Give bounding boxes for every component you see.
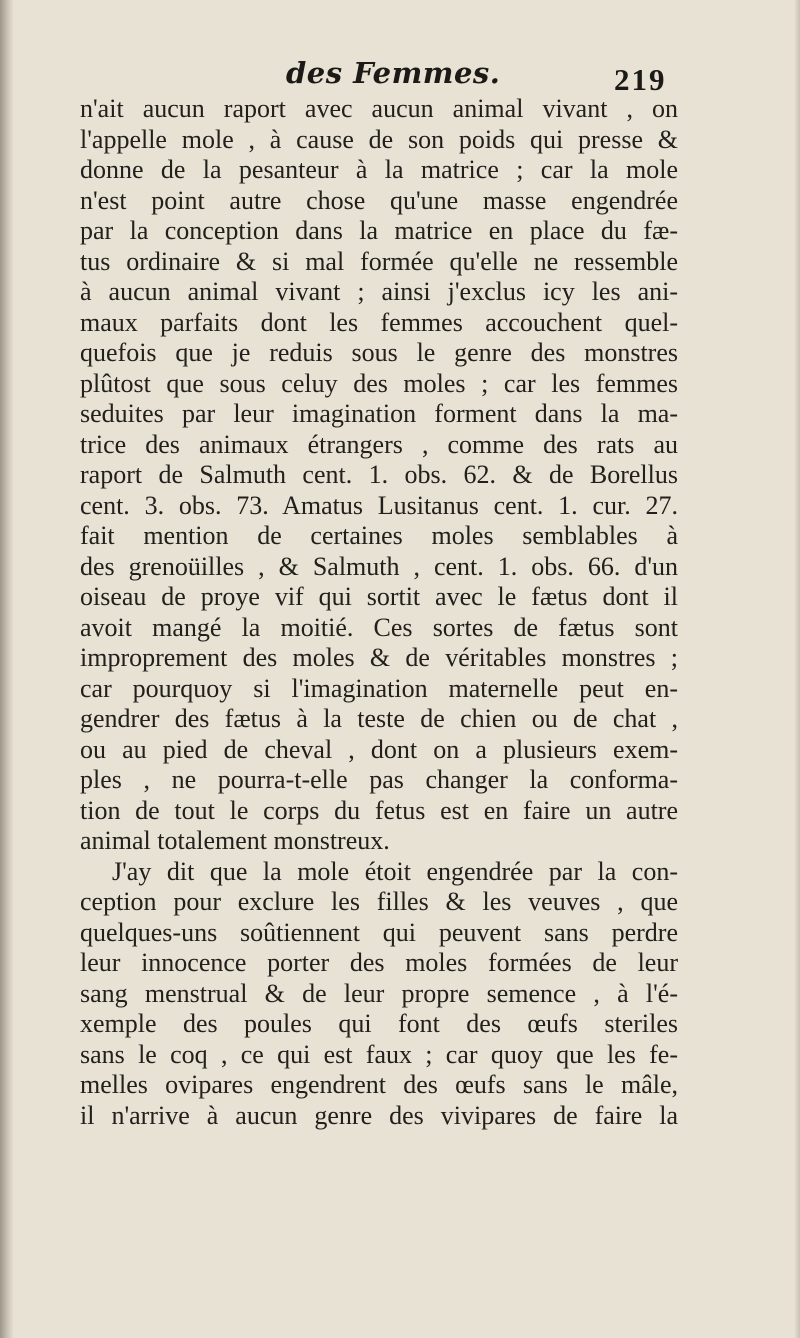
text-line: donne de la pesanteur à la matrice ; car la mole: [80, 155, 678, 184]
text-line: tus ordinaire & si mal formée qu'elle ne ressemble: [80, 246, 678, 276]
text-line: ples , ne pourra-t-elle pas changer la conforma-: [80, 765, 678, 794]
text-line: avoit mangé la moitié. Ces sortes de fætus sont: [80, 612, 678, 642]
text-line: plûtost que sous celuy des moles ; car les femmes: [80, 368, 678, 398]
text-line: sans le coq , ce qui est faux ; car quoy que les fe-: [80, 1039, 678, 1069]
text-line: cent. 3. obs. 73. Amatus Lusitanus cent. 1. cur. 27.: [80, 490, 678, 520]
text-line: ou au pied de cheval , dont on a plusieurs exem-: [80, 734, 678, 764]
paragraph-end-line: animal totalement monstreux.: [80, 826, 390, 855]
text-line: seduites par leur imagination forment dans la ma-: [80, 399, 678, 428]
text-line: sang menstrual & de leur propre semence , à l'é-: [80, 978, 678, 1008]
text-line: il n'arrive à aucun genre des vivipares de faire la: [80, 1100, 678, 1130]
text-line: leur innocence porter des moles formées de leur: [80, 948, 678, 977]
body-text: [80, 94, 678, 1131]
text-line: car pourquoy si l'imagination maternelle peut en-: [80, 673, 678, 703]
page-edge: [794, 0, 800, 1338]
text-line: trice des animaux étrangers , comme des rats au: [80, 429, 678, 459]
text-line: à aucun animal vivant ; ainsi j'exclus icy les ani-: [80, 277, 678, 306]
text-line: ception pour exclure les filles & les veuves , que: [80, 887, 678, 916]
text-line: par la conception dans la matrice en place du fæ-: [80, 216, 678, 245]
text-line: l'appelle mole , à cause de son poids qui presse &: [80, 124, 678, 154]
text-line: quefois que je reduis sous le genre des monstres: [80, 338, 678, 367]
text-line: fait mention de certaines moles semblables à: [80, 521, 678, 550]
text-line: xemple des poules qui font des œufs steriles: [80, 1009, 678, 1038]
text-line: maux parfaits dont les femmes accouchent quel-: [80, 307, 678, 337]
text-line: gendrer des fætus à la teste de chien ou de chat ,: [80, 704, 678, 733]
paragraph-start-line: J'ay dit que la mole étoit engendrée par la con-: [112, 856, 678, 886]
text-line: n'est point autre chose qu'une masse engendrée: [80, 185, 678, 215]
text-line: n'ait aucun raport avec aucun animal vivant , on: [80, 94, 678, 123]
text-line: improprement des moles & de véritables monstres ;: [80, 643, 678, 672]
text-line: melles ovipares engendrent des œufs sans le mâle,: [80, 1070, 678, 1099]
text-line: quelques-uns soûtiennent qui peuvent sans perdre: [80, 917, 678, 947]
text-line: oiseau de proye vif qui sortit avec le fætus dont il: [80, 582, 678, 611]
running-head: des Femmes.: [286, 56, 501, 90]
page-number: 219: [614, 62, 667, 97]
text-line: tion de tout le corps du fetus est en faire un autre: [80, 795, 678, 825]
text-line: raport de Salmuth cent. 1. obs. 62. & de Borellus: [80, 460, 678, 489]
text-line: des grenoüilles , & Salmuth , cent. 1. obs. 66. d'un: [80, 551, 678, 581]
page-gutter: [0, 0, 14, 1338]
